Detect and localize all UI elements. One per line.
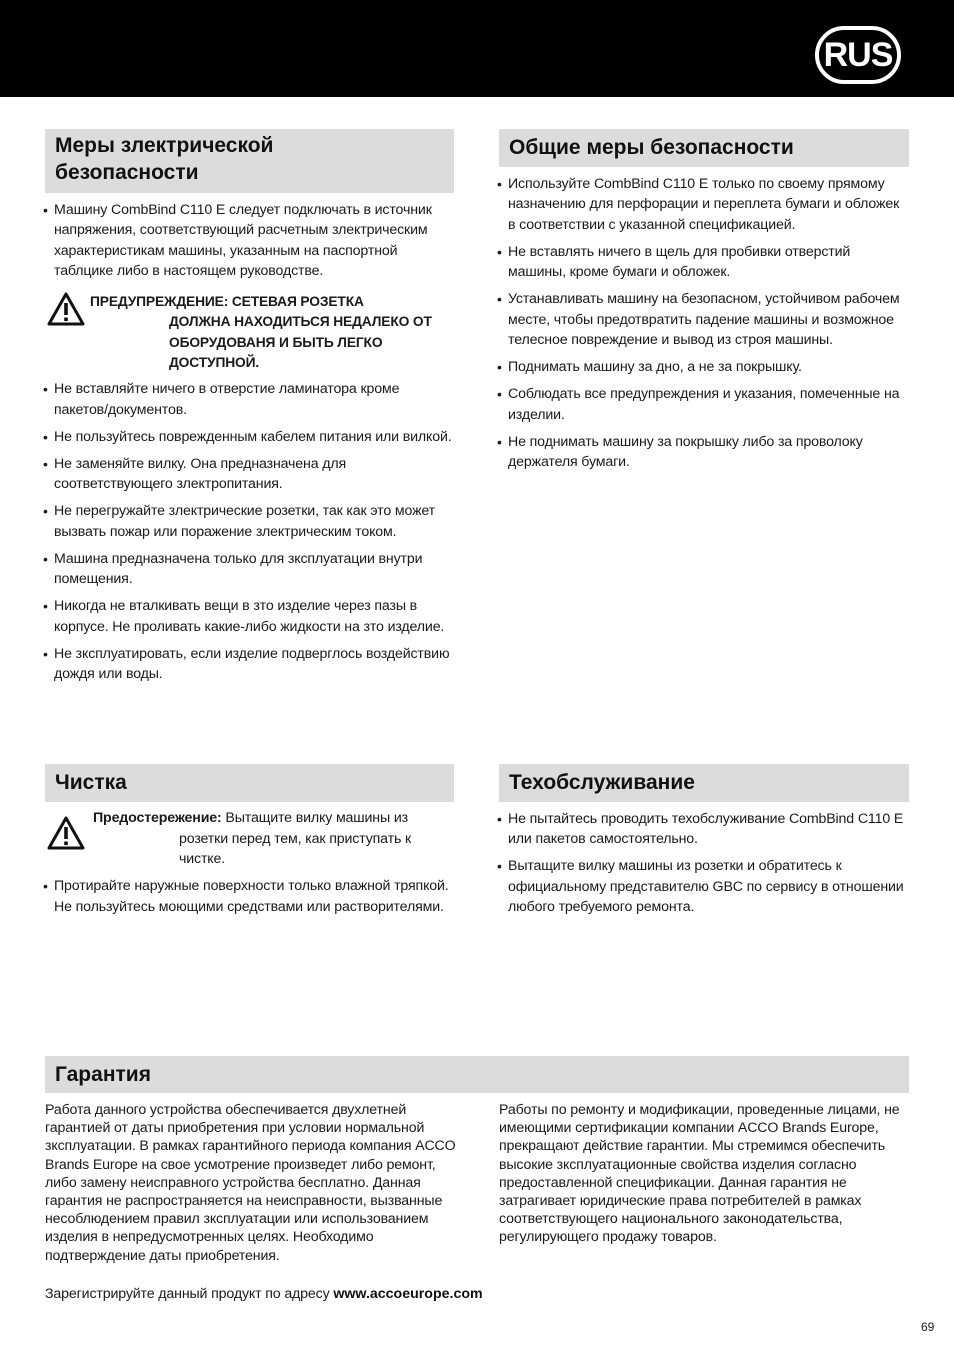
warning-text-rest: ДОЛЖНА НАХОДИТЬСЯ НЕДАЛЕКО ОТ ОБОРУДОВАНЯ И БЫТЬ ЛЕГКО ДОСТУПНОЙ. [169,314,432,370]
section-heading-electrical [45,129,454,193]
list-item: • Вытащите вилку машины из розетки и обратитесь к официальному представителю GBC по сервису в отношении любого требуемого ремонта. [499,856,909,918]
list-item: • Не зксплуатировать, если изделие подверглось воздействию дождя или воды. [45,644,454,685]
warranty-heading-wrap [45,1056,909,1093]
cleaning-list [45,876,454,917]
general-safety-section [499,129,909,473]
section-heading-line: безопасности [55,161,199,184]
caution-text-rest: розетки перед тем, как приступать к чистке. [179,830,412,867]
list-item: • Не вставлять ничего в щель для пробивки отверстий машины, кроме бумаги и обложек. [499,242,909,283]
warranty-paragraph-left: Работа данного устройства обеспечивается двухлетней гарантией от даты приобретения при условии нормальной зксплуатации. В рамках гарантийного периода компания ACCO Brands Europe на свое усмотрение произведет либо ремонт, либо замену неисправного устройства бесплатно. Данная гарантия не распространяется на неисправности, вызванные несоблюдением правил зксплуатации или использованием изделия в непредусмотренных целях. Необходимо подтверждение даты приобретения. [45,1102,456,1264]
list-item: • Машину CombBind C110 E следует подключать в источник напряжения, соответствующий расчетным злектрическим характеристикам машины, указанным на паспортной таблцике либо в настоящем руководстве. [45,200,454,282]
warning-triangle-icon [47,816,85,850]
warranty-paragraph-right: Работы по ремонту и модификации, проведенные лицами, не имеющими сертификации компании ACCO Brands Europe, прекращают действие гарантии. Мы стремимся обеспечить высокие зксплуатационные свойства изделия согласно предоставленной спецификации. Данная гарантия не затрагивает юридические права потребителей в рамках соответствующего национального законодательства, регулирующего продажу товаров. [499,1102,900,1246]
list-item: • Не заменяйте вилку. Она предназначена для соответствующего злектропитания. [45,454,454,495]
list-item: • Используйте CombBind C110 E только по своему прямому назначению для перфорации и переплета бумаги и обложек в соответствии с указанной спецификацией. [499,174,909,236]
register-line [45,1285,745,1303]
cleaning-section [45,764,454,917]
list-item: • Никогда не вталкивать вещи в зто изделие через пазы в корпусе. Не проливать какие-либо жидкости на зто изделие. [45,596,454,637]
list-item: • Поднимать машину за дно, а не за покрышку. [499,357,909,378]
list-item: • Устанавливать машину на безопасном, устойчивом рабочем месте, чтобы предотвратить падение машины и возможное телесное повреждение и вывод из строя машины. [499,289,909,351]
caution-text-first: Вытащите вилку машины из [225,810,408,826]
section-heading-warranty: Гарантия [45,1056,909,1093]
list-item: • Не вставляйте ничего в отверстие ламинатора кроме пакетов/документов. [45,379,454,420]
header-bar [0,0,954,97]
electrical-safety-section [45,129,454,685]
electrical-list-after [45,379,454,685]
register-link[interactable]: www.accoeurope.com [333,1286,483,1302]
section-heading-line: Меры злектрической [55,134,274,157]
list-item: • Машина предназначена только для зксплуатации внутри помещения. [45,549,454,590]
caution-block [45,808,454,870]
list-item: • Не пытайтесь проводить техобслуживание CombBind C110 E или пакетов самостоятельно. [499,809,909,850]
warranty-right-text [499,1101,911,1247]
section-heading-cleaning: Чистка [45,764,454,802]
caution-label: Предостережение: [93,810,222,826]
list-item: • Не поднимать машину за покрышку либо за проволоку держателя бумаги. [499,432,909,473]
language-badge: RUS [815,26,901,84]
list-item: • Протирайте наружные поверхности только влажной тряпкой. Не пользуйтесь моющими средствами или растворителями. [45,876,454,917]
register-text: Зарегистрируйте данный продукт по адресу [45,1286,334,1302]
page-number: 69 [921,1320,935,1334]
list-item: • Не перегружайте злектрические розетки, так как это может вызвать пожар или поражение злектрическим током. [45,501,454,542]
list-item: • Не пользуйтесь поврежденным кабелем питания или вилкой. [45,427,454,448]
service-section [499,764,909,918]
warranty-left-text [45,1101,457,1265]
warning-triangle-icon [47,292,85,326]
general-list [499,174,909,473]
warning-block [45,292,454,374]
service-list [499,809,909,918]
warning-text-first: ПРЕДУПРЕЖДЕНИЕ: СЕТЕВАЯ РОЗЕТКА [90,293,364,309]
section-heading-service: Техобслуживание [499,764,909,802]
list-item: • Соблюдать все предупреждения и указания, помеченные на изделии. [499,384,909,425]
electrical-list-before [45,200,454,282]
section-heading-general: Общие меры безопасности [499,129,909,167]
